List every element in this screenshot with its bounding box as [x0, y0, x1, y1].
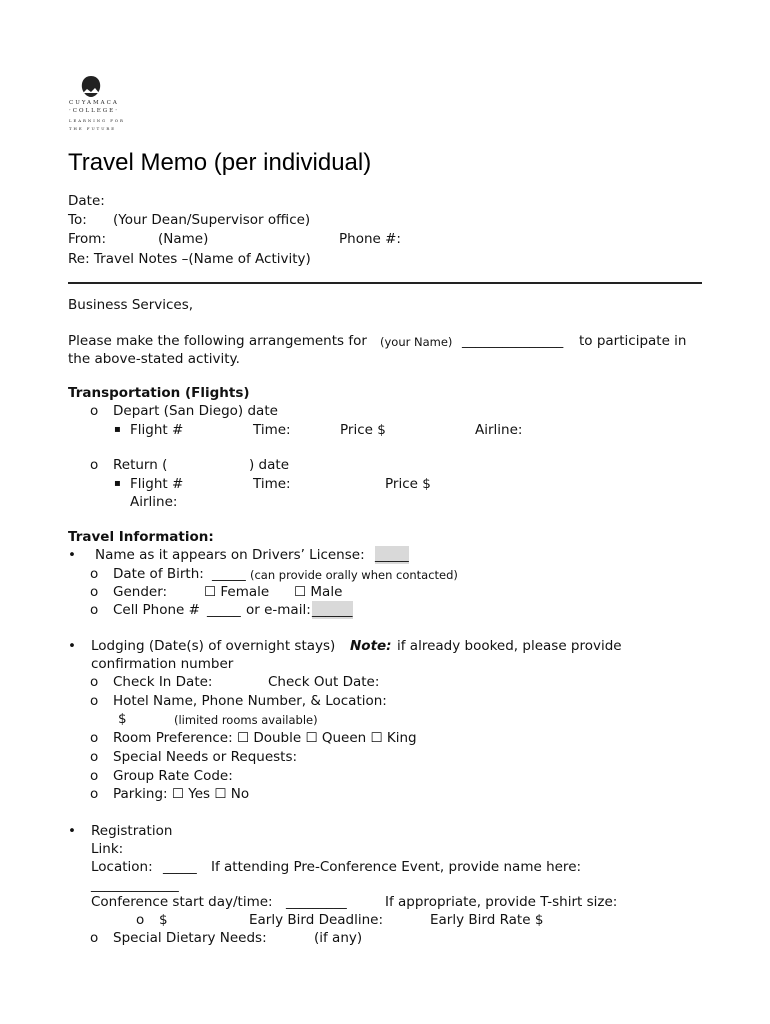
conference-start-label: Conference start day/time:: [91, 894, 273, 910]
logo-line-3: LEARNING FOR: [69, 118, 125, 123]
square-bullet-icon: ▪: [114, 424, 121, 435]
dob-field[interactable]: _____: [212, 566, 246, 582]
dob-label: Date of Birth:: [113, 566, 204, 582]
email-label: or e-mail:: [246, 602, 311, 618]
circle-bullet-icon: o: [90, 584, 99, 600]
gender-female-checkbox[interactable]: ☐ Female: [204, 584, 270, 600]
lodging-note-label: Note:: [350, 638, 392, 654]
logo-line-2: ·COLLEGE·: [69, 108, 119, 114]
circle-bullet-icon: o: [90, 930, 99, 946]
circle-bullet-icon: o: [90, 566, 99, 582]
room-preference-options[interactable]: Room Preference: ☐ Double ☐ Queen ☐ King: [113, 730, 417, 746]
cell-phone-label: Cell Phone #: [113, 602, 200, 618]
group-rate-label: Group Rate Code:: [113, 768, 233, 784]
parking-options[interactable]: Parking: ☐ Yes ☐ No: [113, 786, 250, 802]
hotel-price-symbol: $: [118, 711, 127, 727]
dietary-needs-label: Special Dietary Needs:: [113, 930, 267, 946]
dot-bullet-icon: •: [68, 547, 76, 563]
logo-line-4: THE FUTURE: [69, 126, 117, 131]
special-needs-label: Special Needs or Requests:: [113, 749, 298, 765]
from-label: From:: [68, 231, 106, 247]
early-bird-deadline-label: Early Bird Deadline:: [249, 912, 384, 928]
circle-bullet-icon: o: [90, 693, 99, 709]
date-label: Date:: [68, 193, 105, 209]
check-out-label: Check Out Date:: [268, 674, 380, 690]
from-value: (Name): [158, 231, 209, 247]
page-title: Travel Memo (per individual): [68, 149, 372, 176]
college-seal-icon: [80, 75, 102, 99]
registration-link-label: Link:: [91, 841, 124, 857]
early-bird-rate-label: Early Bird Rate $: [430, 912, 544, 928]
circle-bullet-icon: o: [90, 602, 99, 618]
circle-bullet-icon: o: [90, 749, 99, 765]
registration-label: Registration: [91, 823, 173, 839]
phone-label: Phone #:: [339, 231, 401, 247]
circle-bullet-icon: o: [136, 912, 145, 928]
email-field[interactable]: ______: [312, 602, 353, 618]
depart-label: Depart (San Diego) date: [113, 403, 278, 419]
gender-label: Gender:: [113, 584, 168, 600]
dietary-if-any: (if any): [314, 930, 363, 946]
cell-phone-field[interactable]: _____: [207, 602, 241, 618]
lodging-label: Lodging (Date(s) of overnight stays): [91, 638, 336, 654]
to-label: To:: [68, 212, 87, 228]
license-name-label: Name as it appears on Drivers’ License:: [95, 547, 365, 563]
return-label-close: ) date: [249, 457, 289, 473]
your-name-hint: (your Name): [380, 335, 453, 349]
salutation: Business Services,: [68, 297, 194, 313]
return-label-open: Return (: [113, 457, 168, 473]
lodging-line-2: confirmation number: [91, 656, 234, 672]
square-bullet-icon: ▪: [114, 478, 121, 489]
intro-text-end: to participate in: [579, 333, 687, 349]
dot-bullet-icon: •: [68, 823, 76, 839]
gender-male-checkbox[interactable]: ☐ Male: [294, 584, 343, 600]
depart-airline-label: Airline:: [475, 422, 523, 438]
return-time-label: Time:: [253, 476, 291, 492]
hotel-limited-note: (limited rooms available): [174, 713, 318, 727]
registration-price-symbol: $: [159, 912, 168, 928]
logo-line-1: CUYAMACA: [69, 100, 119, 106]
preconference-label: If attending Pre-Conference Event, provide name here:: [211, 859, 582, 875]
name-blank: _______________: [462, 333, 564, 349]
tshirt-size-label: If appropriate, provide T-shirt size:: [385, 894, 618, 910]
hotel-label: Hotel Name, Phone Number, & Location:: [113, 693, 387, 709]
intro-text: Please make the following arrangements for: [68, 333, 367, 349]
divider-line: [68, 282, 702, 284]
travel-info-heading: Travel Information:: [68, 529, 214, 545]
registration-location-label: Location:: [91, 859, 153, 875]
to-value: (Your Dean/Supervisor office): [113, 212, 311, 228]
circle-bullet-icon: o: [90, 786, 99, 802]
conference-start-field[interactable]: _________: [286, 894, 347, 910]
dob-note: (can provide orally when contacted): [250, 568, 458, 582]
transportation-heading: Transportation (Flights): [68, 385, 250, 401]
depart-price-label: Price $: [340, 422, 386, 438]
depart-flight-label: Flight #: [130, 422, 184, 438]
circle-bullet-icon: o: [90, 730, 99, 746]
circle-bullet-icon: o: [90, 768, 99, 784]
preconference-name-field[interactable]: _____________: [91, 877, 179, 893]
lodging-note-text: if already booked, please provide: [397, 638, 622, 654]
depart-time-label: Time:: [253, 422, 291, 438]
return-flight-label: Flight #: [130, 476, 184, 492]
dot-bullet-icon: •: [68, 638, 76, 654]
circle-bullet-icon: o: [90, 457, 99, 473]
circle-bullet-icon: o: [90, 674, 99, 690]
check-in-label: Check In Date:: [113, 674, 213, 690]
intro-line-2: the above-stated activity.: [68, 351, 240, 367]
license-name-field[interactable]: _____: [375, 547, 409, 563]
registration-location-field[interactable]: _____: [163, 859, 197, 875]
return-price-label: Price $: [385, 476, 431, 492]
circle-bullet-icon: o: [90, 403, 99, 419]
return-airline-label: Airline:: [130, 494, 178, 510]
re-label: Re: Travel Notes –(Name of Activity): [68, 251, 311, 267]
